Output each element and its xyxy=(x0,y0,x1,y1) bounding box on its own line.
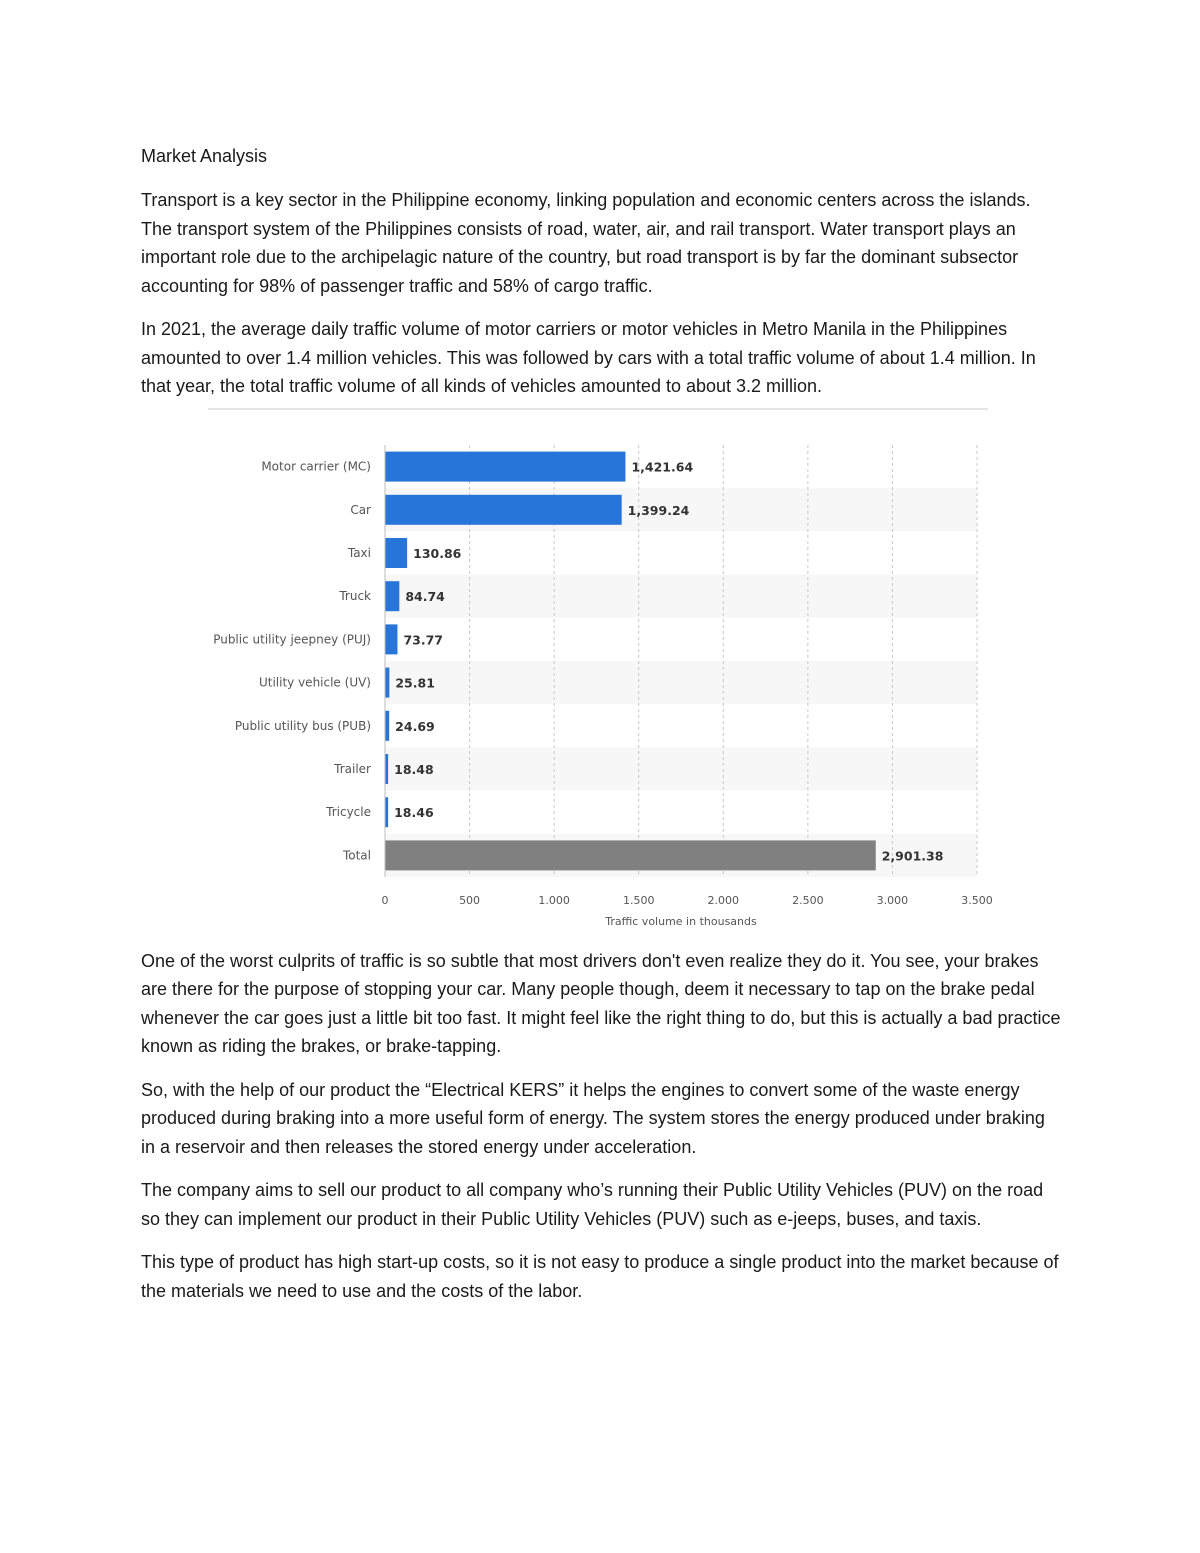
data-label: 73.77 xyxy=(403,631,444,647)
bar xyxy=(385,710,389,740)
document-page xyxy=(141,142,1061,1320)
x-tick-label: 1.000 xyxy=(538,893,570,907)
category-label: Truck xyxy=(339,588,371,603)
category-label: Utility vehicle (UV) xyxy=(258,675,371,690)
category-label: Public utility jeepney (PUJ) xyxy=(213,631,371,646)
bar xyxy=(385,667,389,697)
category-label: Motor carrier (MC) xyxy=(261,459,371,474)
bar xyxy=(385,494,622,524)
paragraph: This type of product has high start-up costs, so it is not easy to produce a single product into the market because of the materials we need to use and the costs of the labor. xyxy=(141,1252,1059,1301)
paragraph: One of the worst culprits of traffic is so subtle that most drivers don't even realize they do it. You see, your brakes are there for the purpose of stopping your car. Many people though, deem it necessary to tap on the brake pedal whenever the car goes just a little bit too fast. It might feel like the right thing to do, but this is actually a bad practice known as riding the brakes, or brake-tapping. xyxy=(141,950,1061,1056)
bar xyxy=(385,624,397,654)
x-tick-label: 2.000 xyxy=(707,893,740,907)
data-label: 24.69 xyxy=(395,718,435,734)
document-heading: Market Analysis xyxy=(141,146,268,166)
x-tick-label: 500 xyxy=(459,893,481,907)
x-tick-label: 3.000 xyxy=(876,893,909,907)
bar xyxy=(385,581,399,611)
category-label: Tricycle xyxy=(326,804,371,819)
category-label: Total xyxy=(342,847,371,862)
row-band xyxy=(385,747,977,790)
traffic-volume-chart xyxy=(0,405,1200,935)
x-tick-label: 0 xyxy=(381,893,389,907)
data-label: 84.74 xyxy=(405,588,445,604)
data-label: 25.81 xyxy=(395,675,435,691)
category-label: Trailer xyxy=(334,761,371,776)
row-band xyxy=(385,661,977,704)
data-label: 18.48 xyxy=(394,761,434,777)
bar xyxy=(385,840,876,870)
row-band xyxy=(385,574,977,617)
chart-svg xyxy=(0,405,1200,935)
x-tick-label: 2.500 xyxy=(792,893,824,907)
data-label: 1,421.64 xyxy=(631,459,694,475)
category-label: Car xyxy=(350,502,371,517)
category-label: Taxi xyxy=(347,545,371,560)
paragraph: The company aims to sell our product to all company who’s running their Public Utility Vehicles (PUV) on the road so they can implement our product in their Public Utility Vehicles (PUV) such as e-jeeps, buses, and taxis. xyxy=(141,1180,1044,1229)
bar xyxy=(385,451,625,481)
data-label: 1,399.24 xyxy=(627,502,690,518)
data-label: 18.46 xyxy=(394,804,434,820)
x-tick-label: 3.500 xyxy=(961,893,993,907)
x-axis-title: Traffic volume in thousands xyxy=(605,914,757,928)
data-label: 2,901.38 xyxy=(881,847,944,863)
bar xyxy=(385,538,407,568)
x-tick-label: 1.500 xyxy=(622,893,655,907)
paragraph: In 2021, the average daily traffic volume of motor carriers or motor vehicles in Metro Manila in the Philippines amounted to over 1.4 million vehicles. This was followed by cars with a total traffic volume of about 1.4 million. In that year, the total traffic volume of all kinds of vehicles amounted to about 3.2 million. xyxy=(141,319,1036,396)
category-label: Public utility bus (PUB) xyxy=(234,718,371,733)
data-label: 130.86 xyxy=(413,545,462,561)
paragraph: So, with the help of our product the “Electrical KERS” it helps the engines to convert some of the waste energy produced during braking into a more useful form of energy. The system stores the energy produced under braking in a reservoir and then releases the stored energy under acceleration. xyxy=(141,1079,1045,1157)
paragraph: Transport is a key sector in the Philippine economy, linking population and economic centers across the islands. The transport system of the Philippines consists of road, water, air, and rail transport. Water transport plays an important role due to the archipelagic nature of the country, but road transport is by far the dominant subsector accounting for 98% of passenger traffic and 58% of cargo traffic. xyxy=(141,190,1031,296)
